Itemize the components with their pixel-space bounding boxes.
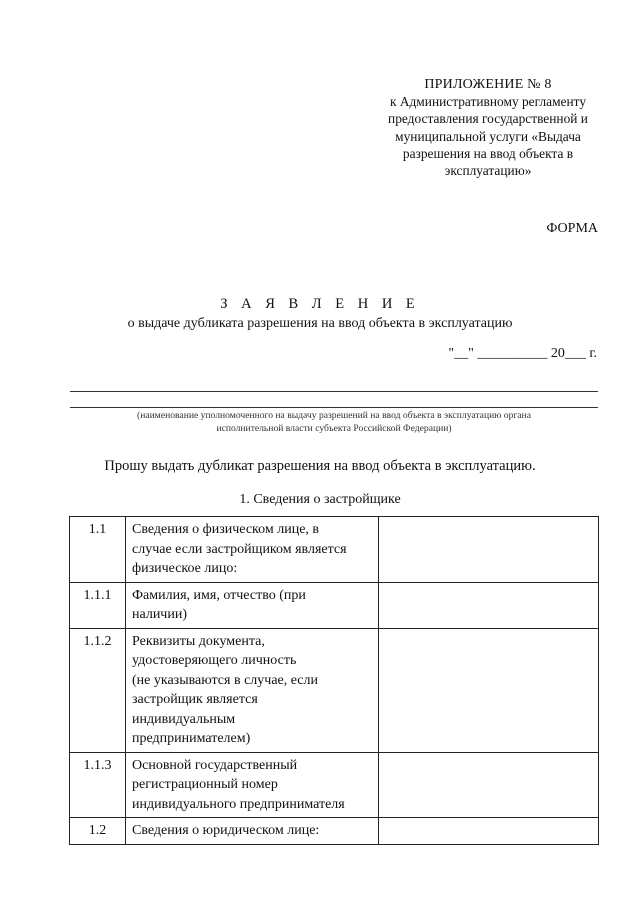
row-value-cell[interactable]: [379, 752, 599, 818]
row-number: 1.2: [70, 818, 126, 845]
appendix-line: к Административному регламенту: [389, 94, 587, 110]
label-line: индивидуальным: [132, 711, 236, 727]
label-line: предпринимателем): [132, 731, 251, 746]
table-row: [70, 582, 599, 628]
row-value-cell[interactable]: [379, 818, 599, 845]
label-line: Сведения о физическом лице, в: [132, 522, 320, 537]
row-value-cell[interactable]: [379, 582, 599, 628]
document-subtitle: о выдаче дубликата разрешения на ввод объекта в эксплуатацию: [127, 316, 513, 331]
label-line: удостоверяющего личность: [132, 653, 297, 668]
row-label: [126, 628, 379, 752]
request-text: Прошу выдать дубликат разрешения на ввод объекта в эксплуатацию.: [104, 458, 536, 474]
date-field[interactable]: "__" __________ 20___ г.: [448, 346, 597, 361]
organ-caption: [70, 410, 598, 435]
appendix-line: эксплуатацию»: [444, 163, 532, 179]
section-title: 1. Сведения о застройщике: [239, 492, 401, 507]
appendix-line: разрешения на ввод объекта в: [402, 145, 574, 161]
document-title: З А Я В Л Е Н И Е: [220, 296, 420, 312]
label-line: случае если застройщиком является: [132, 541, 347, 557]
appendix-number: ПРИЛОЖЕНИЕ № 8: [424, 77, 552, 92]
organ-name-line-2[interactable]: [70, 407, 598, 408]
appendix-line: муниципальной услуги «Выдача: [395, 128, 581, 144]
label-line: индивидуального предпринимателя: [132, 796, 345, 812]
organ-caption-line: (наименование уполномоченного на выдачу разрешений на ввод объекта в эксплуатацию органа: [137, 410, 531, 421]
appendix-line: предоставления государственной и: [388, 111, 588, 127]
table-row: [70, 628, 599, 752]
table-row: [70, 818, 599, 845]
row-number: 1.1.3: [70, 752, 126, 818]
label-line: (не указываются в случае, если: [132, 672, 318, 688]
row-label: [126, 517, 379, 583]
row-number: 1.1.2: [70, 628, 126, 752]
label-line: физическое лицо:: [132, 561, 238, 576]
row-number: 1.1.1: [70, 582, 126, 628]
label-line: Реквизиты документа,: [132, 633, 265, 649]
row-value-cell[interactable]: [379, 628, 599, 752]
label-line: Основной государственный: [132, 757, 298, 773]
row-label: [126, 752, 379, 818]
row-number: 1.1: [70, 517, 126, 583]
label-line: Сведения о юридическом лице:: [132, 823, 320, 838]
organ-caption-line: исполнительной власти субъекта Российской Федерации): [216, 422, 452, 434]
row-label: [126, 582, 379, 628]
row-label: [126, 818, 379, 845]
table-row: [70, 752, 599, 818]
appendix-header: [372, 76, 604, 179]
label-line: наличии): [132, 607, 187, 622]
form-label: ФОРМА: [546, 221, 598, 236]
organ-name-line-1[interactable]: [70, 391, 598, 392]
row-value-cell[interactable]: [379, 517, 599, 583]
developer-info-table: [69, 516, 599, 845]
label-line: регистрационный номер: [132, 777, 278, 792]
table-row: [70, 517, 599, 583]
label-line: Фамилия, имя, отчество (при: [132, 587, 306, 603]
label-line: застройщик является: [132, 692, 258, 707]
